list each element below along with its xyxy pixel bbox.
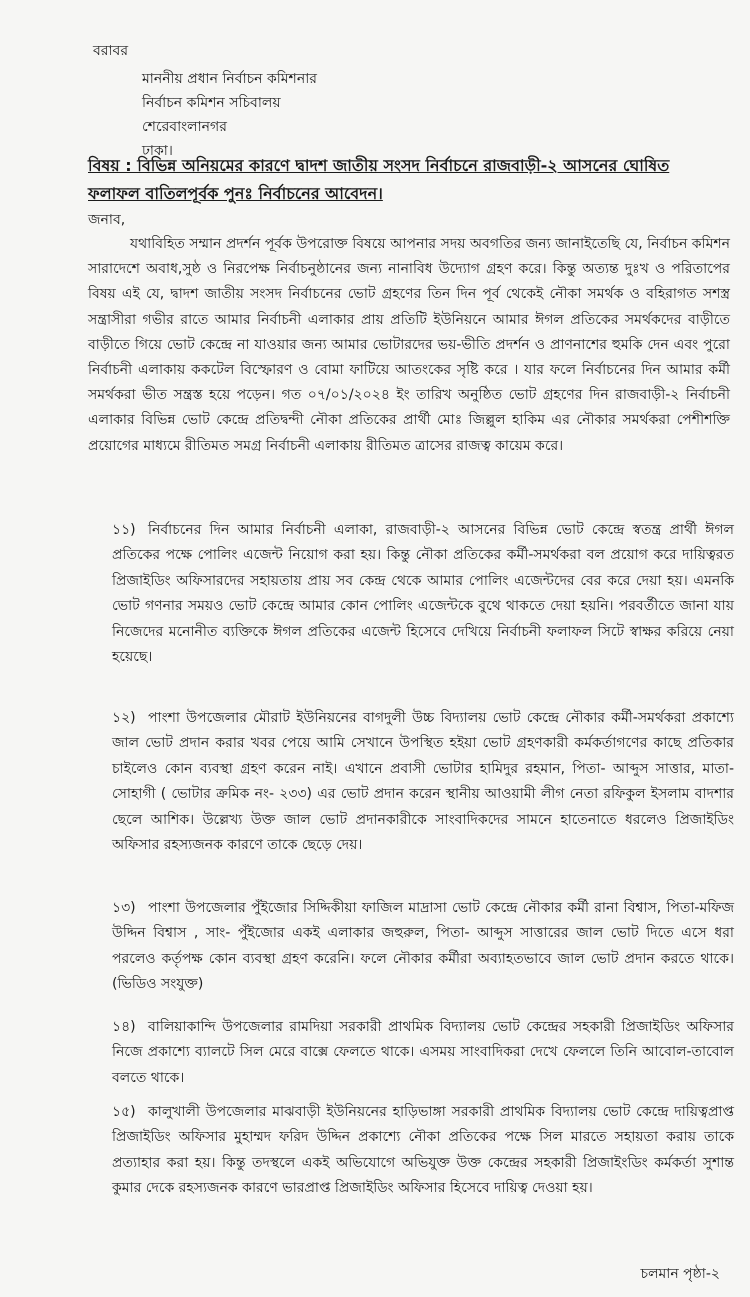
complaint-item-12 — [112, 706, 734, 858]
item-text: বালিয়াকান্দি উপজেলার রামদিয়া সরকারী প্রাথমিক বিদ্যালয় ভোট কেন্দ্রের সহকারী প্রিজাইডিং অফিসার নিজে প্রকাশ্যে ব্যালটে সিল মেরে বাক্সে ফেলতে থাকে। এসময় সাংবাদিকরা দেখে ফেললে তিনি আবোল-তাবোল বলতে থাকে। — [112, 1019, 734, 1086]
complaint-item-15 — [112, 1100, 734, 1202]
item-number: ১৫) — [112, 1104, 136, 1120]
subject-line-1: বিষয় : বিভিন্ন অনিয়মের কারণে দ্বাদশ জাতীয় সংসদ নির্বাচনে রাজবাড়ী-২ আসনের ঘোষিত — [88, 156, 670, 175]
item-number: ১২) — [112, 710, 136, 726]
item-text: পাংশা উপজেলার পুঁইজোর সিদ্দিকীয়া ফাজিল মাদ্রাসা ভোট কেন্দ্রে নৌকার কর্মী রানা বিশ্বাস, পিতা-মফিজ উদ্দিন বিশ্বাস , সাং- পুঁইজোর একই এলাকার জহুরুল, পিতা- আব্দুস সাত্তারের জাল ভোট দিতে এসে ধরা পরলেও কর্তৃপক্ষ কোন ব্যবস্থা গ্রহণ করেনি। ফলে নৌকার কর্মীরা অব্যাহতভাবে জাল ভোট প্রদান করতে থাকে। (ভিডিও সংযুক্ত) — [112, 900, 734, 993]
complaint-item-11 — [112, 518, 734, 670]
subject-heading — [88, 152, 728, 208]
salutation: জনাব, — [88, 212, 126, 228]
item-number: ১১) — [112, 522, 136, 538]
recipient-block — [142, 68, 317, 164]
recipient-line: মাননীয় প্রধান নির্বাচন কমিশনার — [142, 71, 317, 87]
item-text: নির্বাচনের দিন আমার নির্বাচনী এলাকা, রাজবাড়ী-২ আসনের বিভিন্ন ভোট কেন্দ্রে স্বতন্ত্র প্রার্থী ঈগল প্রতিকের পক্ষে পোলিং এজেন্ট নিয়োগ করা হয়। কিন্তু নৌকা প্রতিকের কর্মী-সমর্থকরা বল প্রয়োগ করে দায়িত্বরত প্রিজাইডিং অফিসারদের সহায়তায় প্রায় সব কেন্দ্র থেকে আমার পোলিং এজেন্টদের বের করে দেয়া হয়। এমনকি ভোট গণনার সময়ও ভোট কেন্দ্রে আমার কোন পোলিং এজেন্টকে বুথে থাকতে দেয়া হয়নি। পরবর্তীতে জানা যায় নিজেদের মনোনীত ব্যক্তিকে ঈগল প্রতিকের এজেন্ট হিসেবে দেখিয়ে নির্বাচনী ফলাফল সিটে স্বাক্ষর করিয়ে নেয়া হয়েছে। — [112, 522, 734, 666]
item-text: পাংশা উপজেলার মৌরাট ইউনিয়নের বাগদুলী উচ্চ বিদ্যালয় ভোট কেন্দ্রে নৌকার কর্মী-সমর্থকরা প্রকাশ্যে জাল ভোট প্রদান করার খবর পেয়ে আমি সেখানে উপস্থিত হইয়া ভোট গ্রহণকারী কর্মকর্তাগণের কাছে প্রতিকার চাইলেও কোন ব্যবস্থা গ্রহণ করেন নাই। এখানে প্রবাসী ভোটার হামিদুর রহমান, পিতা- আব্দুস সাত্তার, মাতা- সোহাগী ( ভোটার ক্রমিক নং- ২৩৩) এর ভোট প্রদান করেন স্থানীয় আওয়ামী লীগ নেতা রফিকুল ইসলাম বাদশার ছেলে আশিক। উল্লেখ্য উক্ত জাল ভোট প্রদানকারীকে সাংবাদিকদের সামনে হাতেনাতে ধরলেও প্রিজাইডিং অফিসার রহস্যজনক কারণে তাকে ছেড়ে দেয়। — [112, 710, 734, 854]
complaint-item-13 — [112, 896, 734, 998]
complaint-item-14 — [112, 1015, 734, 1091]
recipient-line: ঢাকা। — [142, 143, 173, 159]
subject-line-2: ফলাফল বাতিলপূর্বক পুনঃ নির্বাচনের আবেদন। — [88, 184, 383, 203]
continued-page-note: চলমান পৃষ্ঠা-২ — [640, 1266, 720, 1282]
recipient-line: নির্বাচন কমিশন সচিবালয় — [142, 95, 281, 111]
item-text: কালুখালী উপজেলার মাঝবাড়ী ইউনিয়নের হাড়িভাঙ্গা সরকারী প্রাথমিক বিদ্যালয় ভোট কেন্দ্রে দায়িত্বপ্রাপ্ত প্রিজাইডিং অফিসার মুহাম্মদ ফরিদ উদ্দিন প্রকাশ্যে নৌকা প্রতিকের পক্ষে সিল মারতে সহায়তা করায় তাকে প্রত্যাহার করা হয়। কিন্তু তদস্থলে একই অভিযোগে অভিযুক্ত উক্ত কেন্দ্রের সহকারী প্রিজাইংডিং কর্মকর্তা সুশান্ত কুমার দেকে রহস্যজনক কারণে ভারপ্রাপ্ত প্রিজাইডিং অফিসার হিসেবে দায়িত্ব দেওয়া হয়। — [112, 1104, 734, 1197]
recipient-line: শেরেবাংলানগর — [142, 119, 227, 135]
item-number: ১৪) — [112, 1019, 136, 1035]
to-label: বরাবর — [93, 43, 129, 59]
intro-paragraph: যথাবিহিত সম্মান প্রদর্শন পূর্বক উপরোক্ত বিষয়ে আপনার সদয় অবগতির জন্য জানাইতেছি যে, নির্বাচন কমিশন সারাদেশে অবাধ,সুষ্ঠ ও নিরপেক্ষ নির্বাচনুষ্ঠানের জন্য নানাবিধ উদ্যোগ গ্রহণ করে। কিন্তু অত্যন্ত দুঃখ ও পরিতাপের বিষয় এই যে, দ্বাদশ জাতীয় সংসদ নির্বাচনের ভোট গ্রহণের তিন দিন পূর্ব থেকেই নৌকা সমর্থক ও বহিরাগত সশস্ত্র সন্ত্রাসীরা গভীর রাতে আমার নির্বাচনী এলাকার প্রায় প্রতিটি ইউনিয়নে আমার ঈগল প্রতিকের সমর্থকদের বাড়ীতে বাড়ীতে গিয়ে ভোট কেন্দ্রে না যাওয়ার জন্য আমার ভোটারদের ভয়-ভীতি প্রদর্শন ও প্রাণনাশের হুমকি দেন এবং পুরো নির্বাচনী এলাকায় ককটেল বিস্ফোরণ ও বোমা ফাটিয়ে আতংকের সৃষ্টি করে । যার ফলে নির্বাচনের দিন আমার কর্মী সমর্থকরা ভীত সন্ত্রস্ত হয়ে পড়েন। গত ০৭/০১/২০২৪ ইং তারিখ অনুষ্ঠিত ভোট গ্রহণের দিন রাজবাড়ী-২ নির্বাচনী এলাকার বিভিন্ন ভোট কেন্দ্রে প্রতিদ্বন্দী নৌকা প্রতিকের প্রার্থী মোঃ জিল্লুল হাকিম এর নৌকার সমর্থকরা পেশীশক্তি প্রয়োগের মাধ্যমে রীতিমত সমগ্র নির্বাচনী এলাকায় রীতিমত ত্রাসের রাজত্ব কায়েম করে। — [88, 236, 730, 454]
item-number: ১৩) — [112, 900, 136, 916]
